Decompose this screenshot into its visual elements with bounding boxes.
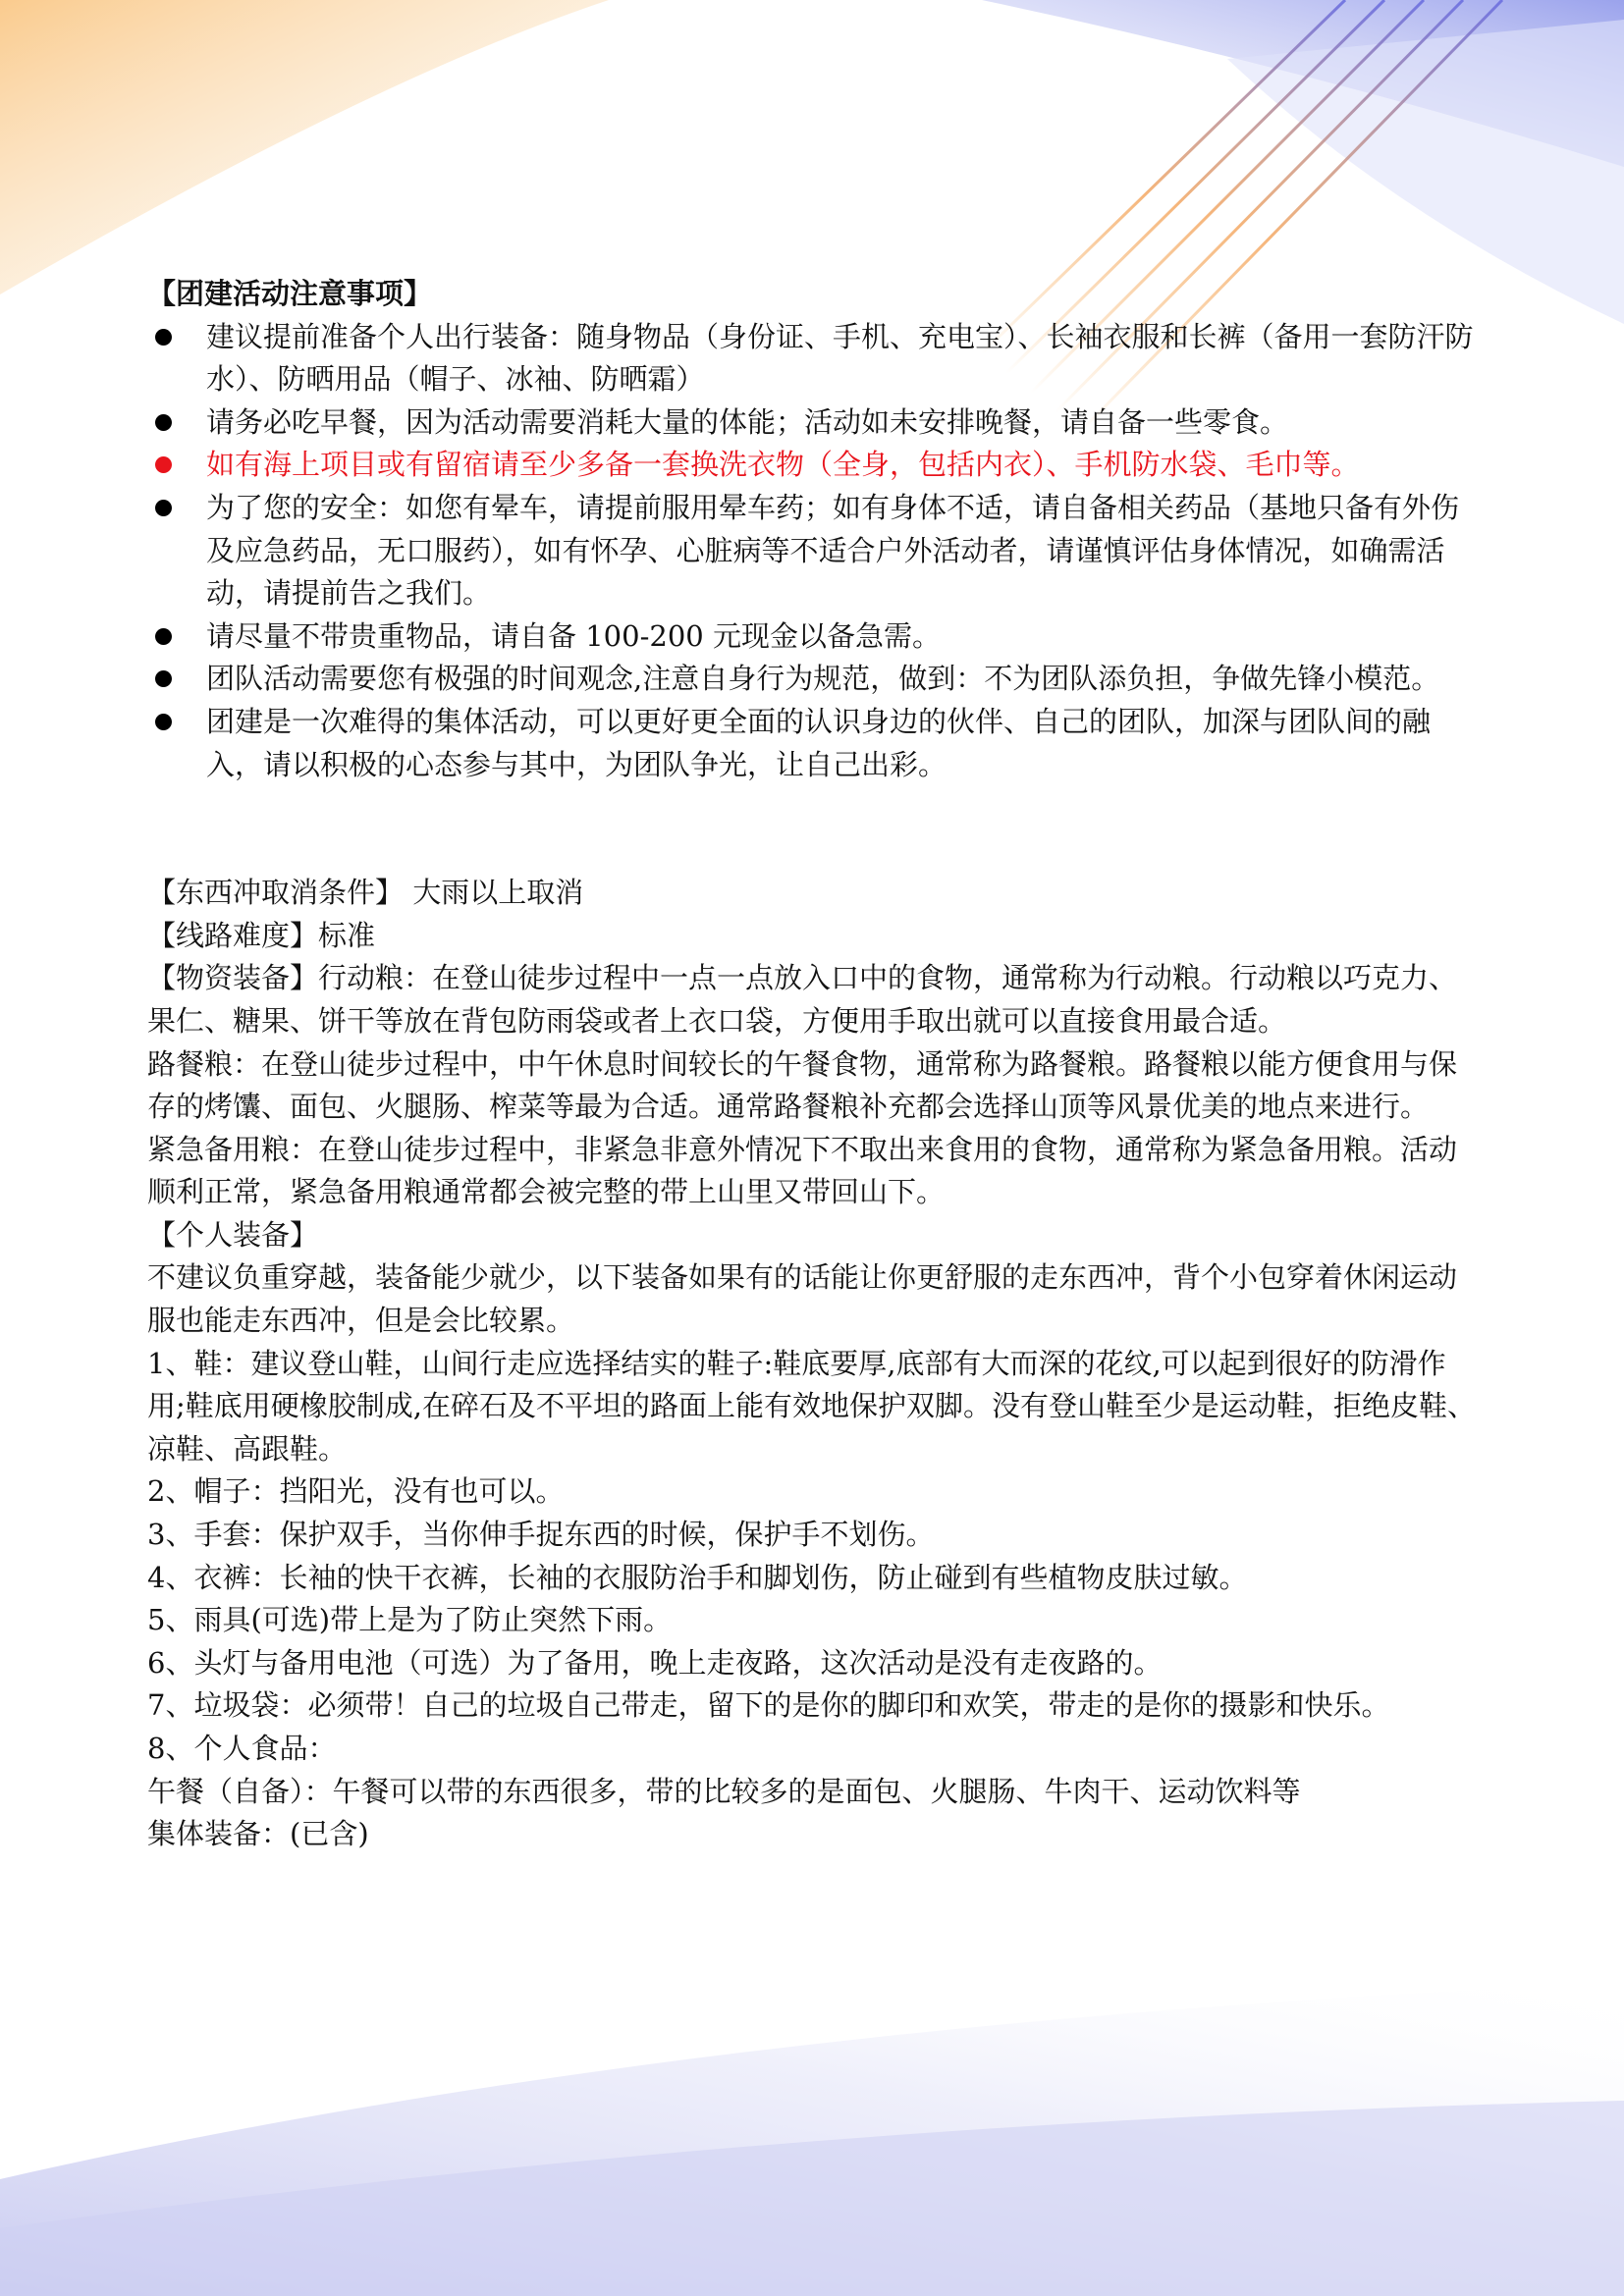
cancel-condition: 【东西冲取消条件】 大雨以上取消	[147, 876, 584, 910]
supplies-trail-food: 【物资装备】行动粮：在登山徒步过程中一点一点放入口中的食物，通常称为行动粮。行动粮以巧克力、果仁、糖果、饼干等放在背包防雨袋或者上衣口袋，方便用手取出就可以直接食用最合适。	[147, 961, 1458, 1038]
list-item	[147, 658, 1483, 701]
gear-item: 3、手套：保护双手，当你伸手捉东西的时候，保护手不划伤。	[147, 1518, 935, 1552]
gear-item: 8、个人食品：	[147, 1732, 337, 1765]
notes-list	[147, 316, 1483, 787]
route-difficulty: 【线路难度】标准	[147, 918, 376, 952]
gear-item: 2、帽子：挡阳光，没有也可以。	[147, 1474, 565, 1509]
personal-gear-heading: 【个人装备】	[147, 1217, 319, 1252]
note-text: 如有海上项目或有留宿请至少多备一套换洗衣物（全身，包括内衣）、手机防水袋、毛巾等。	[206, 448, 1360, 482]
note-text: 团建是一次难得的集体活动，可以更好更全面的认识身边的伙伴、自己的团队，加深与团队间的融入，请以积极的心态参与其中，为团队争光，让自己出彩。	[206, 704, 1432, 781]
gear-item: 1、鞋：建议登山鞋，山间行走应选择结实的鞋子:鞋底要厚,底部有大而深的花纹,可以起到很好的防滑作用;鞋底用硬橡胶制成,在碎石及不平坦的路面上能有效地保护双脚。没有登山鞋至少是运动鞋，拒绝皮鞋、凉鞋、高跟鞋。	[147, 1346, 1476, 1466]
list-item	[147, 701, 1483, 786]
document-body	[147, 273, 1483, 1856]
bullet-icon	[155, 714, 172, 730]
gear-item: 6、头灯与备用电池（可选）为了备用，晚上走夜路，这次活动是没有走夜路的。	[147, 1645, 1163, 1680]
bullet-icon	[155, 414, 172, 431]
list-item	[147, 444, 1483, 487]
note-text: 建议提前准备个人出行装备：随身物品（身份证、手机、充电宝）、长袖衣服和长裤（备用一套防汗防水）、防晒用品（帽子、冰袖、防晒霜）	[206, 319, 1474, 397]
bullet-icon	[155, 456, 172, 473]
lunch-note: 午餐（自备）：午餐可以带的东西很多，带的比较多的是面包、火腿肠、牛肉干、运动饮料等	[147, 1774, 1301, 1808]
personal-gear-intro: 不建议负重穿越，装备能少就少，以下装备如果有的话能让你更舒服的走东西冲，背个小包穿着休闲运动服也能走东西冲，但是会比较累。	[147, 1260, 1458, 1338]
note-text: 团队活动需要您有极强的时间观念,注意自身行为规范，做到：不为团队添负担，争做先锋小模范。	[206, 662, 1440, 696]
gear-item: 4、衣裤：长袖的快干衣裤，长袖的衣服防治手和脚划伤，防止碰到有些植物皮肤过敏。	[147, 1560, 1248, 1594]
note-text: 请尽量不带贵重物品，请自备 100-200 元现金以备急需。	[206, 618, 941, 653]
bullet-icon	[155, 329, 172, 346]
supplies-emergency-food: 紧急备用粮：在登山徒步过程中，非紧急非意外情况下不取出来食用的食物，通常称为紧急备用粮。活动顺利正常，紧急备用粮通常都会被完整的带上山里又带回山下。	[147, 1132, 1458, 1209]
list-item	[147, 401, 1483, 445]
list-item	[147, 615, 1483, 659]
supplies-lunch-food: 路餐粮：在登山徒步过程中，中午休息时间较长的午餐食物，通常称为路餐粮。路餐粮以能方便食用与保存的烤馕、面包、火腿肠、榨菜等最为合适。通常路餐粮补充都会选择山顶等风景优美的地点来进行。	[147, 1046, 1458, 1124]
list-item	[147, 487, 1483, 615]
gear-item: 7、垃圾袋：必须带！自己的垃圾自己带走，留下的是你的脚印和欢笑，带走的是你的摄影和快乐。	[147, 1688, 1390, 1723]
bullet-icon	[155, 628, 172, 645]
bullet-icon	[155, 500, 172, 516]
note-text: 为了您的安全：如您有晕车，请提前服用晕车药；如有身体不适，请自备相关药品（基地只备有外伤及应急药品，无口服药），如有怀孕、心脏病等不适合户外活动者，请谨慎评估身体情况，如确需活动，请提前告之我们。	[206, 490, 1460, 611]
note-text: 请务必吃早餐，因为活动需要消耗大量的体能；活动如未安排晚餐，请自备一些零食。	[206, 404, 1289, 439]
notes-heading: 【团建活动注意事项】	[147, 277, 433, 310]
group-gear-note: 集体装备：(已含)	[147, 1817, 369, 1851]
list-item	[147, 316, 1483, 401]
bullet-icon	[155, 670, 172, 687]
gear-item: 5、雨具(可选)带上是为了防止突然下雨。	[147, 1603, 673, 1637]
section-spacer	[147, 786, 1483, 872]
